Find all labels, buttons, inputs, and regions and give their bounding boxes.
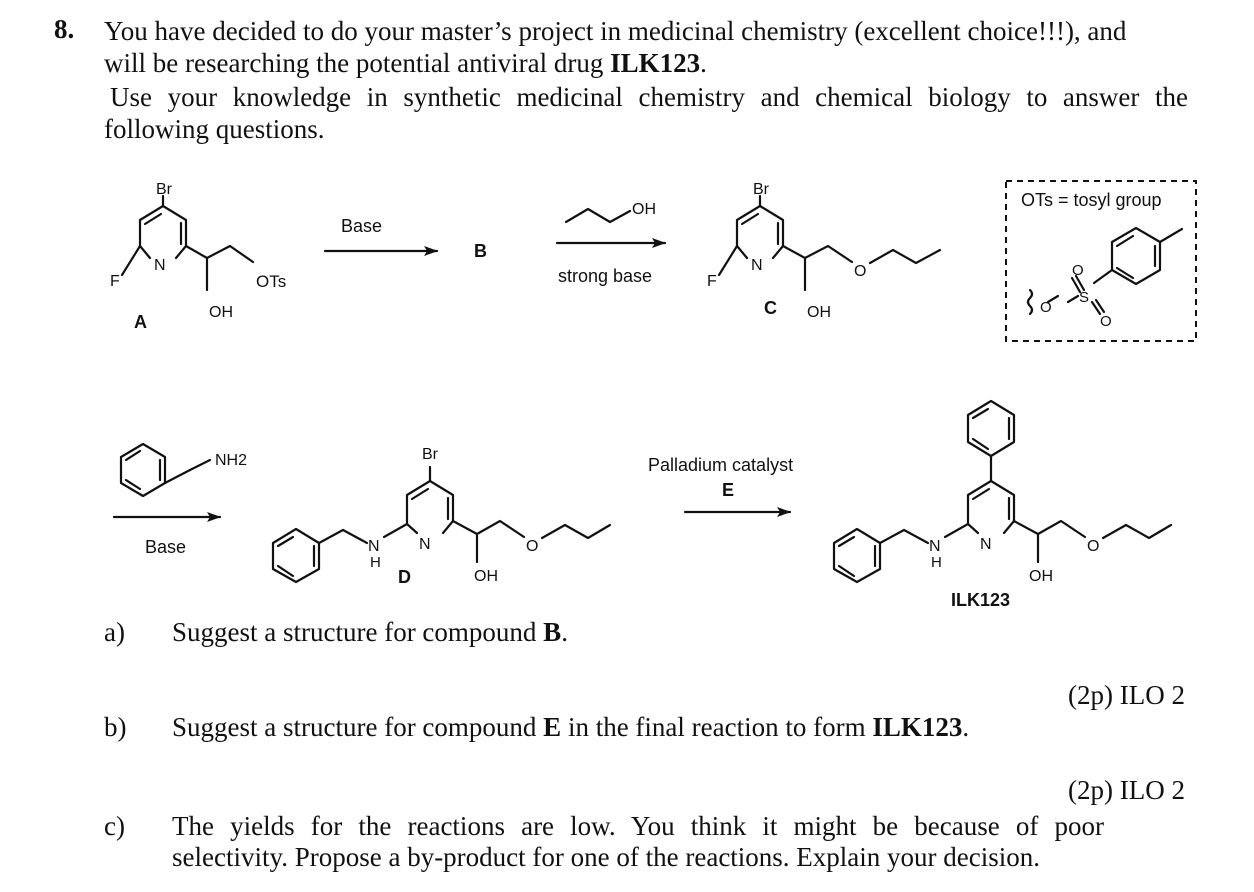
atom-br: Br	[156, 181, 172, 198]
atom-n: N	[929, 538, 941, 555]
subquestion-a-prompt: Suggest a structure for compound	[172, 617, 544, 647]
subquestion-b-prompt: Suggest a structure for compound	[172, 712, 544, 742]
atom-h: H	[370, 554, 381, 571]
subquestion-b-text	[172, 712, 969, 743]
subquestion-c-letter: c)	[104, 811, 125, 841]
atom-n: N	[980, 536, 992, 553]
atom-n: N	[419, 536, 431, 553]
intro-line-2-text: will be researching the potential antiviral drug	[104, 48, 611, 78]
compound-e-ref: E	[543, 712, 562, 742]
question-number: 8.	[54, 14, 75, 44]
atom-f: F	[110, 273, 120, 290]
atom-n: N	[154, 257, 166, 274]
ilk123-structure	[834, 401, 1171, 582]
atom-oh: OH	[807, 304, 831, 321]
atom-n: N	[368, 538, 380, 555]
compound-c-structure	[719, 196, 940, 290]
atom-oh: OH	[474, 568, 498, 585]
propanol-structure	[566, 209, 630, 222]
compound-e-label: E	[722, 480, 735, 500]
atom-oh: OH	[1029, 568, 1053, 585]
compound-d-label: D	[398, 567, 411, 587]
atom-o: O	[854, 263, 867, 280]
compound-d-structure	[273, 467, 610, 582]
subquestion-a-text	[172, 617, 568, 648]
subquestion-a-period: .	[561, 617, 568, 647]
reagent-base: Base	[341, 216, 383, 236]
reagent-palladium: Palladium catalyst	[648, 455, 794, 475]
atom-n: N	[751, 257, 763, 274]
atom-s: S	[1079, 289, 1090, 306]
atom-h: H	[931, 554, 942, 571]
atom-o: O	[1072, 262, 1084, 279]
compound-b-ref: B	[543, 617, 562, 647]
atom-br: Br	[753, 181, 769, 198]
atom-o: O	[1100, 313, 1112, 330]
tosyl-note: OTs = tosyl group	[1021, 190, 1162, 210]
subquestion-a-letter: a)	[104, 617, 125, 647]
intro-line-1-text: You have decided to do your master’s project in medicinal chemistry (excellent choice!!!), and	[104, 16, 1127, 46]
points-label: (2p) ILO 2	[1068, 680, 1185, 710]
atom-ots: OTs	[256, 272, 287, 291]
ilk123-ref: ILK123	[872, 712, 963, 742]
atom-o: O	[526, 538, 539, 555]
reagent-strong-base: strong base	[558, 266, 653, 286]
compound-b-label: B	[474, 241, 487, 261]
intro-line-4: following questions.	[104, 114, 325, 144]
atom-f: F	[707, 273, 717, 290]
intro-line-2-period: .	[700, 48, 707, 78]
atom-oh: OH	[632, 201, 656, 218]
benzylamine-structure	[121, 444, 210, 496]
subquestion-b-letter: b)	[104, 712, 127, 742]
atom-br: Br	[422, 446, 438, 463]
atom-o: O	[1040, 299, 1052, 316]
subquestion-b-period: .	[962, 712, 970, 742]
atom-o: O	[1087, 538, 1100, 555]
atom-nh2: NH2	[215, 452, 248, 469]
subquestion-b-middle: in the final reaction to form	[561, 712, 873, 742]
atom-oh: OH	[209, 304, 233, 321]
compound-a-structure	[122, 196, 253, 290]
subquestion-c-line-1: The yields for the reactions are low. You think it might be because of poor	[172, 811, 1104, 841]
compound-a-label: A	[134, 312, 147, 332]
points-label: (2p) ILO 2	[1068, 775, 1185, 805]
reagent-base-2: Base	[145, 537, 187, 557]
compound-c-label: C	[764, 298, 777, 318]
ilk123-label: ILK123	[951, 590, 1011, 610]
intro-line-3: Use your knowledge in synthetic medicinal chemistry and chemical biology to answer the	[110, 82, 1188, 112]
drug-name: ILK123	[610, 48, 701, 78]
subquestion-c-line-2: selectivity. Propose a by-product for one of the reactions. Explain your decision.	[172, 842, 1041, 872]
